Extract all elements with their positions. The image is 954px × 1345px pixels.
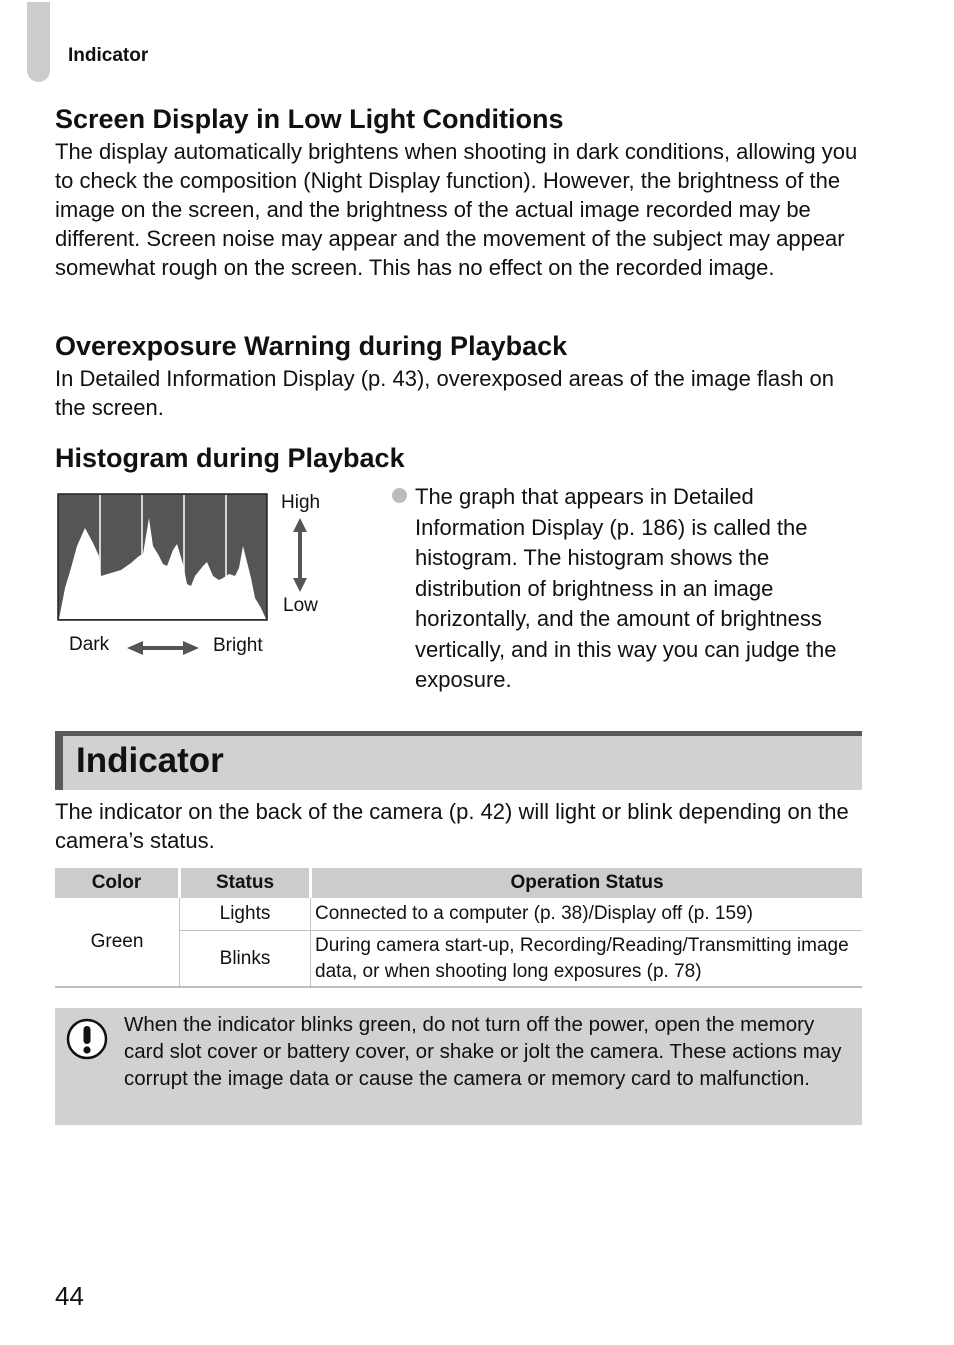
table-row: [55, 898, 862, 931]
section-heading: Screen Display in Low Light Conditions: [55, 104, 564, 134]
horizontal-arrow-icon: [127, 641, 199, 655]
section-heading: Histogram during Playback: [55, 443, 405, 473]
running-header: Indicator: [68, 45, 149, 66]
caution-text: When the indicator blinks green, do not turn off the power, open the memory card slot cover or battery cover, or shake or jolt the camera. These actions may corrupt the image data or cause the camera or memory card to malfunction.: [124, 1013, 842, 1091]
title-accent: [55, 736, 63, 790]
table-cell-operation: During camera start-up, Recording/Reading/Transmitting image data, or when shooting long exposures (p. 78): [311, 931, 863, 988]
histogram-figure: [55, 488, 375, 668]
bullet-icon: [392, 488, 407, 503]
histogram-label-dark: Dark: [69, 634, 110, 655]
chapter-title-bar: [55, 731, 862, 790]
indicator-status-table: [55, 868, 862, 988]
bullet-text: The graph that appears in Detailed Information Display (p. 186) is called the histogram. The histogram shows the distribution of brightness in an image horizontally, and the amount of brightness vertically, and in this way you can judge the exposure.: [415, 484, 837, 692]
section-body: The display automatically brightens when shooting in dark conditions, allowing you to check the composition (Night Display function). However, the brightness of the image on the screen, and the brightness of the actual image recorded may be different. Screen noise may appear and the movement of the subject may appear somewhat rough on the screen. This has no effect on the recorded image.: [55, 139, 858, 280]
section-overexposure: [55, 330, 863, 422]
section-low-light: [55, 103, 863, 282]
histogram-label-low: Low: [283, 595, 318, 616]
table-cell-color: Green: [55, 898, 180, 987]
vertical-arrow-icon: [293, 518, 307, 592]
section-body: In Detailed Information Display (p. 43), overexposed areas of the image flash on the screen.: [55, 366, 834, 420]
section-heading: Overexposure Warning during Playback: [55, 331, 568, 361]
table-cell-operation: Connected to a computer (p. 38)/Display off (p. 159): [311, 898, 863, 931]
histogram-label-bright: Bright: [213, 635, 263, 656]
section-histogram: [55, 442, 863, 474]
table-header-status: Status: [180, 868, 311, 898]
table-cell-status: Lights: [180, 898, 311, 931]
table-header-color: Color: [55, 868, 180, 898]
table-header-operation: Operation Status: [311, 868, 863, 898]
table-header-row: [55, 868, 862, 898]
histogram-description: [392, 482, 862, 696]
chapter-title: Indicator: [76, 741, 224, 780]
caution-icon: [66, 1018, 108, 1060]
caution-box: [55, 1008, 862, 1125]
indicator-intro: The indicator on the back of the camera (p. 42) will light or blink depending on the camera’s status.: [55, 799, 849, 853]
table-cell-status: Blinks: [180, 931, 311, 988]
page-number: 44: [55, 1281, 84, 1311]
section-tab: [27, 2, 50, 82]
histogram-label-high: High: [281, 492, 321, 513]
